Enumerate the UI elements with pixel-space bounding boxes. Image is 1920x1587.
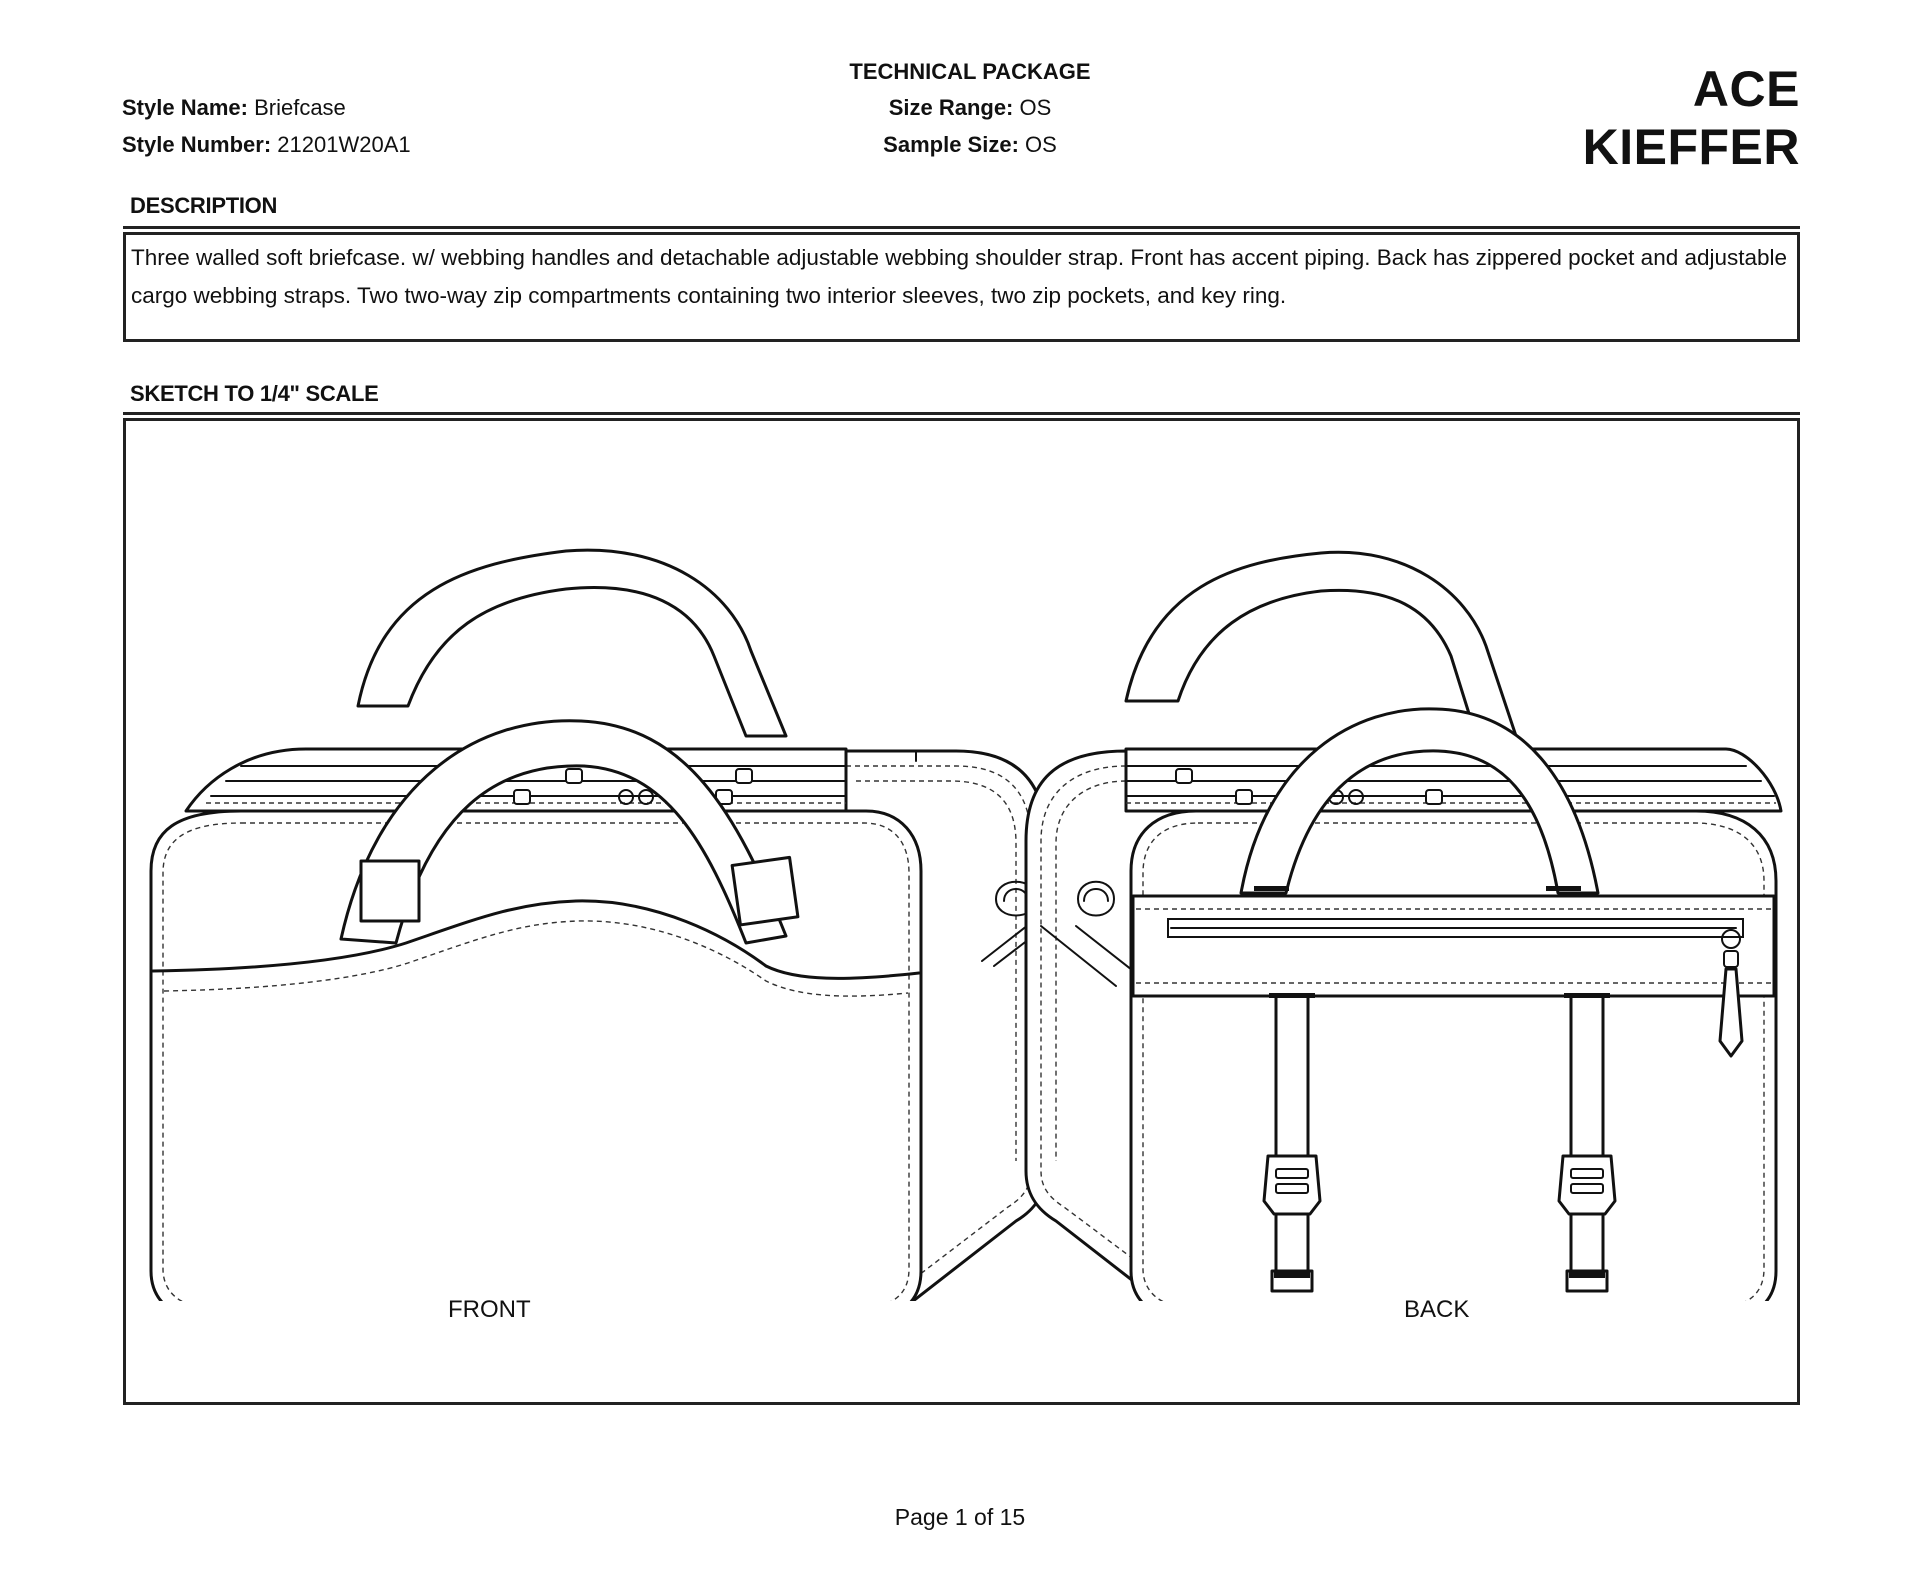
size-range-label: Size Range:	[888, 95, 1014, 120]
page-number: Page 1 of 15	[894, 1504, 1026, 1530]
style-number-label: Style Number:	[122, 132, 272, 157]
size-range-row	[760, 94, 1180, 122]
front-view-sketch	[146, 481, 1076, 1301]
front-view-label: FRONT	[448, 1296, 531, 1323]
description-text: Three walled soft briefcase. w/ webbing handles and detachable adjustable webbing shoulder strap. Front has accent piping. Back has zippered pocket and adjustable cargo webbing straps. Two two-way zip compartments containing two interior sleeves, two zip pockets, and key ring.	[131, 245, 1788, 308]
style-name-label: Style Name:	[122, 95, 248, 120]
style-name-row	[122, 94, 346, 122]
sketch-title: SKETCH TO 1/4" SCALE	[130, 381, 379, 406]
sample-size-label: Sample Size:	[883, 132, 1019, 157]
sketch-box	[123, 418, 1800, 1405]
style-number-row	[122, 131, 411, 159]
brand-logo: ACE KIEFFER	[1582, 61, 1800, 175]
description-title: DESCRIPTION	[130, 193, 278, 218]
back-view-label: BACK	[1404, 1296, 1470, 1323]
document-title: TECHNICAL PACKAGE	[849, 59, 1091, 84]
description-box	[123, 232, 1800, 342]
sample-size-value: OS	[1025, 132, 1057, 157]
sample-size-row	[760, 131, 1180, 159]
style-number-value: 21201W20A1	[277, 132, 411, 157]
style-name-value: Briefcase	[254, 95, 346, 120]
back-view-sketch	[986, 481, 1786, 1301]
size-range-value: OS	[1019, 95, 1052, 120]
